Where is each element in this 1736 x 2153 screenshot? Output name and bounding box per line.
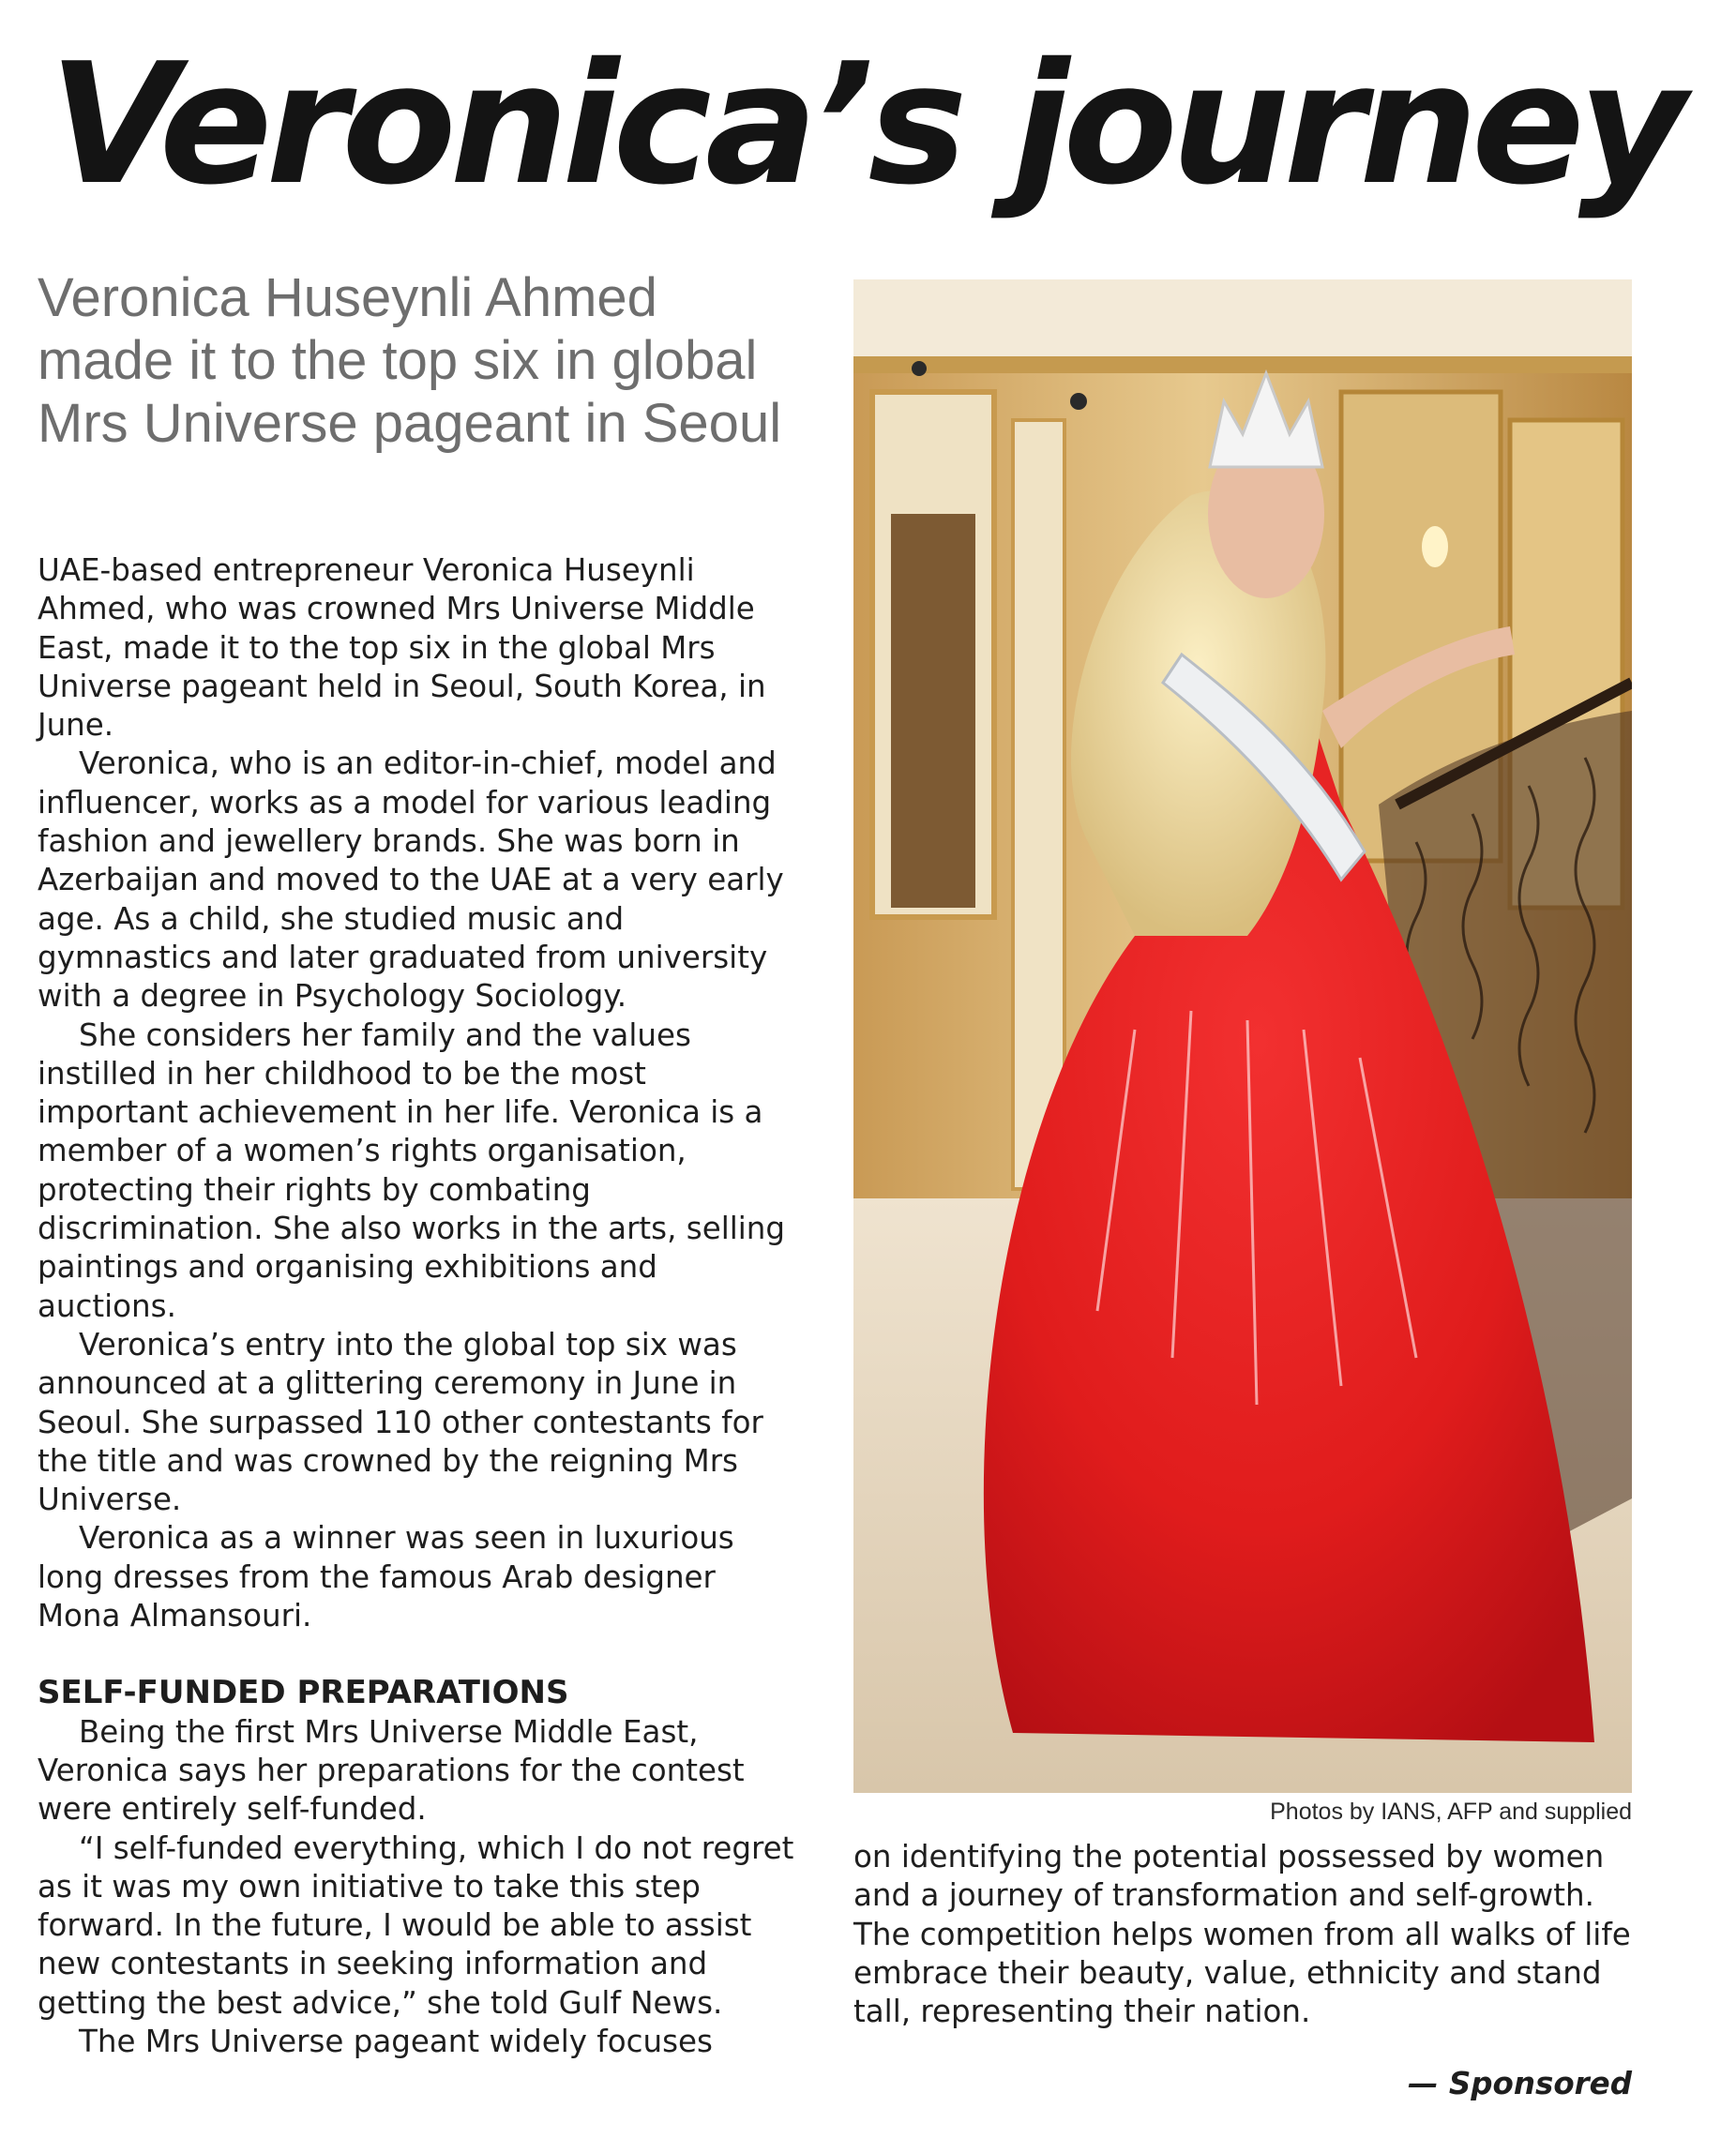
headline: Veronica’s journey	[49, 27, 1681, 221]
body-paragraph: Veronica, who is an editor-in-chief, model and influencer, works as a model for various leading fashion and jewellery brands. She was born in Azerbaijan and moved to the UAE at a very early age. As a child, she studied music and gymnastics and later graduated from university with a degree in Psychology Sociology.	[38, 745, 784, 1015]
subheadline: Veronica Huseynli Ahmed made it to the top six in global Mrs Universe pageant in Seoul	[38, 267, 782, 454]
sponsored-signoff: — Sponsored	[1408, 2066, 1632, 2101]
section-heading: SELF-FUNDED PREPARATIONS	[38, 1674, 569, 1712]
body-paragraph: Veronica as a winner was seen in luxurious long dresses from the famous Arab designer Mona Almansouri.	[38, 1520, 734, 1634]
body-paragraph: Being the first Mrs Universe Middle East, Veronica says her preparations for the contest were entirely self-funded.	[38, 1713, 745, 1828]
body-paragraph: “I self-funded everything, which I do not regret as it was my own initiative to take this step forward. In the future, I would be able to assist new contestants in seeking information and getting the best advice,” she told Gulf News.	[38, 1829, 794, 2021]
photo-credit: Photos by IANS, AFP and supplied	[1270, 1799, 1632, 1825]
body-paragraph: She considers her family and the values instilled in her childhood to be the most important achievement in her life. Veronica is a member of a women’s rights organisation, protecting their rights by combating discrimination. She also works in the arts, selling paintings and organising exhibitions and auctions.	[38, 1016, 786, 1324]
article-body-right-column	[853, 1838, 1632, 2031]
body-paragraph-continuation: on identifying the potential possessed by women and a journey of transformation and self-growth. The competition helps women from all walks of life embrace their beauty, value, ethnicity and stand tall, representing their nation.	[853, 1839, 1631, 2030]
article-body-left-column	[38, 551, 799, 2061]
body-paragraph: Veronica’s entry into the global top six was announced at a glittering ceremony in June in Seoul. She surpassed 110 other contestants for the title and was crowned by the reigning Mrs Universe.	[38, 1326, 763, 1518]
body-paragraph: The Mrs Universe pageant widely focuses	[79, 2023, 713, 2059]
body-paragraph: UAE-based entrepreneur Veronica Huseynli Ahmed, who was crowned Mrs Universe Middle East, made it to the top six in the global Mrs Universe pageant held in Seoul, South Korea, in June.	[38, 552, 766, 744]
feature-photo	[853, 279, 1632, 1793]
